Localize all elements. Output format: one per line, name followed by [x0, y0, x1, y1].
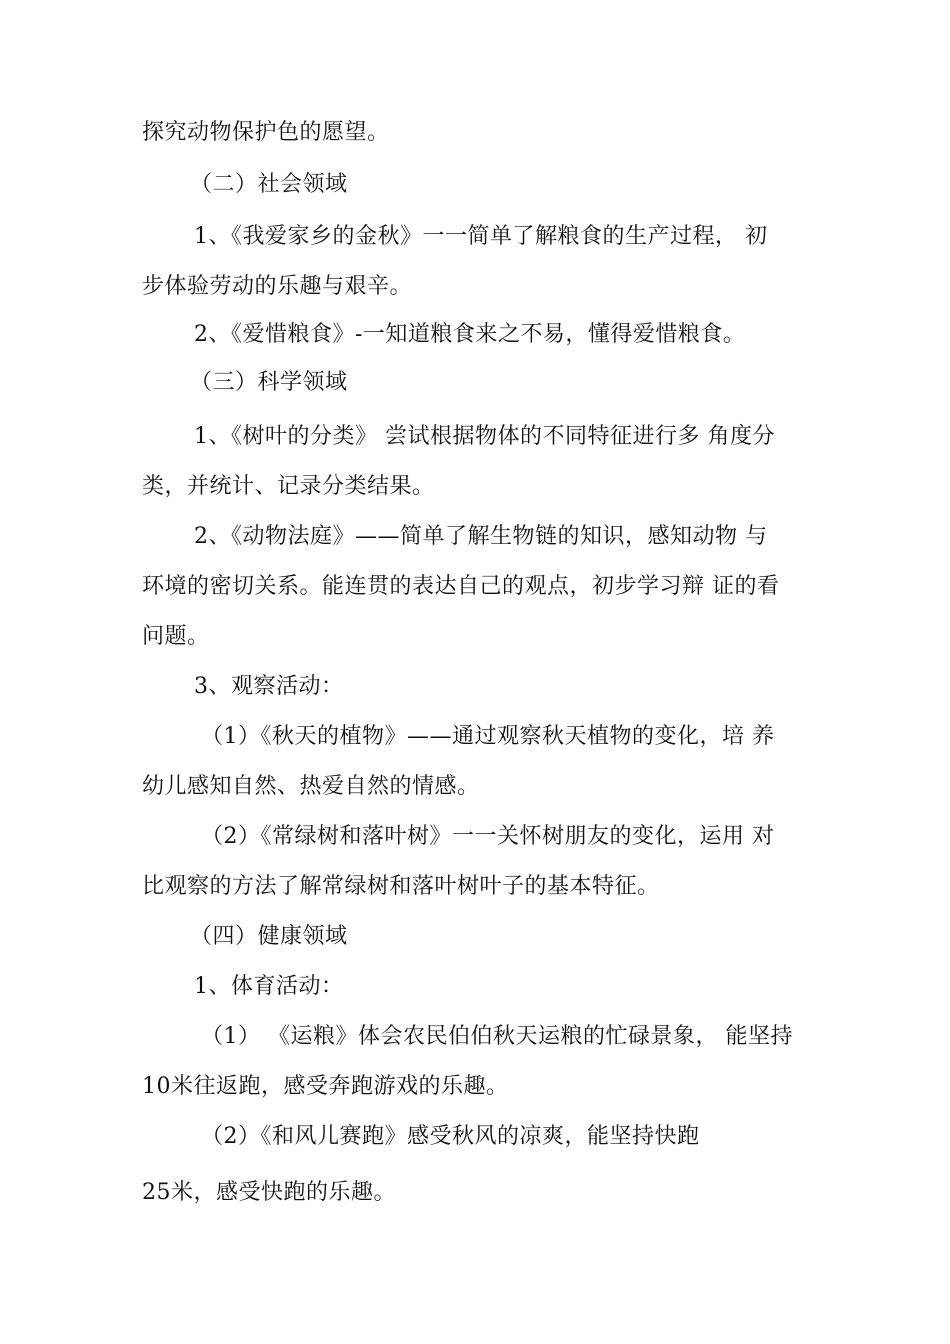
text-line: 25米，感受快跑的乐趣。	[142, 1180, 396, 1205]
text-line: （2）《和风儿赛跑》感受秋风的凉爽，能坚持快跑	[201, 1124, 700, 1149]
text-line: 类，并统计、记录分类结果。	[142, 474, 435, 499]
text-line: 步体验劳动的乐趣与艰辛。	[142, 274, 413, 299]
text-line: 3、观察活动：	[194, 674, 344, 699]
text-line: 2、《动物法庭》——简单了解生物链的知识，感知动物 与	[194, 524, 768, 549]
section-heading: （四）健康领域	[190, 924, 348, 949]
text-line: 比观察的方法了解常绿树和落叶树叶子的基本特征。	[142, 874, 660, 899]
text-line: 1、《树叶的分类》 尝试根据物体的不同特征进行多 角度分	[194, 424, 775, 449]
text-line: 幼儿感知自然、热爱自然的情感。	[142, 774, 480, 799]
section-heading: （三）科学领域	[190, 370, 348, 395]
text-line: （2）《常绿树和落叶树》一一关怀树朋友的变化，运用 对	[201, 824, 775, 849]
text-line: 问题。	[142, 624, 210, 649]
text-line: （1） 《运粮》体会农民伯伯秋天运粮的忙碌景象， 能坚持	[201, 1024, 793, 1049]
text-line: 环境的密切关系。能连贯的表达自己的观点，初步学习辩 证的看	[142, 574, 780, 599]
text-line: 探究动物保护色的愿望。	[142, 120, 390, 145]
text-line: 10米往返跑，感受奔跑游戏的乐趣。	[142, 1074, 509, 1099]
text-line: 2、《爱惜粮食》-一知道粮食来之不易，懂得爱惜粮食。	[194, 322, 746, 347]
section-heading: （二）社会领域	[190, 172, 348, 197]
text-line: 1、体育活动：	[194, 974, 344, 999]
text-line: 1、《我爱家乡的金秋》一一简单了解粮食的生产过程， 初	[194, 224, 768, 249]
text-line: （1）《秋天的植物》——通过观察秋天植物的变化，培 养	[201, 724, 775, 749]
